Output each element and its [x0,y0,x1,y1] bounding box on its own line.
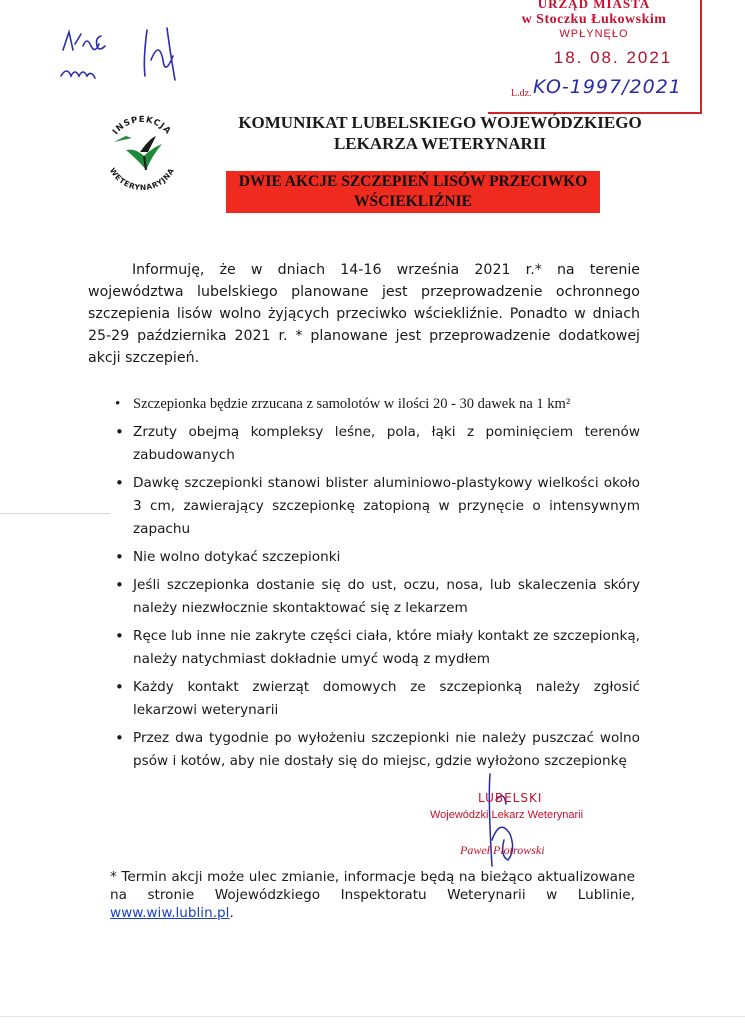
list-item: • Jeśli szczepionka dostanie się do ust, oczu, nosa, lub skaleczenia skóry należy niezwłocznie skontaktować się z lekarzem [115,574,640,620]
svg-text:WETERYNARYJNA: WETERYNARYJNA [107,166,177,193]
intro-paragraph: Informuję, że w dniach 14-16 września 2021 r.* na terenie województwa lubelskiego planowane jest przeprowadzenie ochronnego szczepienia lisów wolno żyjących przeciwko wściekliźnie. Ponadto w dniach 25-29 października 2021 r. * planowane jest przeprowadzenie dodatkowej akcji szczepień. [88,262,640,366]
signature-title: LUBELSKI [478,791,543,805]
signature-name: Paweł Piotrowski [460,843,545,857]
list-item: • Zrzuty obejmą kompleksy leśne, pola, łąki z pominięciem terenów zabudowanych [115,421,640,467]
document-title-line-2: LEKARZA WETERYNARII [333,134,547,153]
stamp-registration-number: KO-1997/2021 [533,76,682,98]
footnote-end: . [229,905,234,921]
banner-line-2: WŚCIEKLIŹNIE [353,193,472,210]
list-item: • Dawkę szczepionki stanowi blister aluminiowo-plastykowy wielkości około 3 cm, zawierający szczepionkę zatopioną w przynęcie o intensywnym zapachu [115,472,640,541]
handwritten-annotation-icon [55,20,205,100]
highlight-banner [226,171,600,213]
list-item: • Szczepionka będzie zrzucana z samolotów w ilości 20 - 30 dawek na 1 km² [115,393,640,416]
stamp-received-label: WPŁYNĘŁO [559,28,629,40]
banner-line-1: DWIE AKCJE SZCZEPIEŃ LISÓW PRZECIWKO [238,173,588,190]
document-title-line-1: KOMUNIKAT LUBELSKIEGO WOJEWÓDZKIEGO [238,113,642,132]
list-item: • Ręce lub inne nie zakryte części ciała, które miały kontakt ze szczepionką, należy natychmiast dokładnie umyć wodą z mydłem [115,625,640,671]
scan-edge [0,1016,745,1017]
stamp-ldz-label: L.dz. [511,88,532,99]
list-item: • Przez dwa tygodnie po wyłożeniu szczepionki nie należy puszczać wolno psów i kotów, aby nie dostały się do miejsc, gdzie wyłożono szczepionkę [115,727,640,773]
instruction-list [115,393,640,778]
scan-line [0,513,110,514]
signature-role: Wojewódzki Lekarz Weterynarii [430,809,584,821]
inspectorate-website-link[interactable]: www.wiw.lublin.pl [110,905,230,921]
stamp-office-line: URZĄD MIASTA [537,0,651,11]
svg-text:INSPEKCJA: INSPEKCJA [110,114,174,137]
stamp-town-line: w Stoczku Łukowskim [521,12,667,27]
footnote-text: * Termin akcji może ulec zmianie, informacje będą na bieżąco aktualizowane na stronie Wojewódzkiego Inspektoratu Weterynarii w Lublinie, [110,869,635,903]
registration-stamp [488,0,702,114]
list-item: • Każdy kontakt zwierząt domowych ze szczepionką należy zgłosić lekarzowi weterynarii [115,676,640,722]
stamp-date: 18. 08. 2021 [553,48,673,67]
footnote [110,868,635,922]
list-item: • Nie wolno dotykać szczepionki [115,546,640,569]
